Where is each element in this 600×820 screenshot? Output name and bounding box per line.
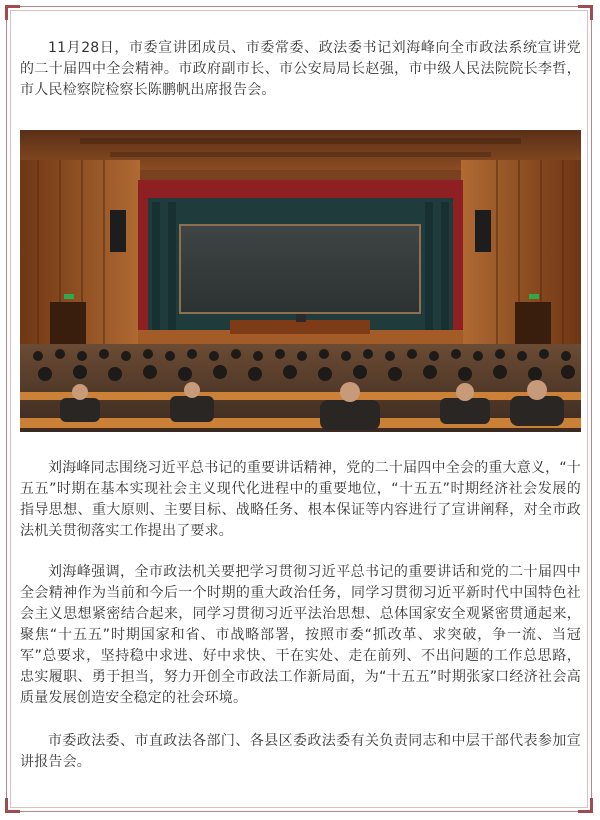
frame-corner-ornament xyxy=(578,5,593,20)
article-paragraph-closing: 市委政法委、市直政法各部门、各县区委政法委有关负责同志和中层干部代表参加宣讲报告会。 xyxy=(20,733,581,770)
article-paragraph: 刘海峰强调，全市政法机关要把学习贯彻习近平总书记的重要讲话和党的二十届四中全会精神作为当前和今后一个时期的重大政治任务，同学习贯彻习近平新时代中国特色社会主义思想紧密结合起来，同学习贯彻习近平法治思想、总体国家安全观紧密贯通起来，聚焦“十五五”时期国家和省、市战略部署，按照市委“抓改革、求突破，争一流、当冠军”总要求，坚持稳中求进、好中求快、干在实处、走在前列、不出问题的工作总思路，忠实履职、勇于担当，努力开创全市政法工作新局面，为“十五五”时期张家口经济社会高质量发展创造安全稳定的社会环境。 xyxy=(20,564,581,706)
article-paragraph: 刘海峰同志围绕习近平总书记的重要讲话精神，党的二十届四中全会的重大意义，“十五五”时期在基本实现社会主义现代化进程中的重要地位，“十五五”时期经济社会发展的指导思想、重大原则、主要目标、战略任务、根本保证等内容进行了宣讲阐释，对全市政法机关贯彻落实工作提出了要求。 xyxy=(20,460,581,539)
conference-hall-photo xyxy=(20,130,581,432)
frame-corner-ornament xyxy=(578,798,593,813)
frame-corner-ornament xyxy=(5,5,20,20)
frame-corner-ornament xyxy=(5,798,20,813)
article-paragraph-lead: 11月28日，市委宣讲团成员、市委常委、政法委书记刘海峰向全市政法系统宣讲党的二十届四中全会精神。市政府副市长、市公安局局长赵强，市中级人民法院院长李哲，市人民检察院检察长陈鹏帆出席报告会。 xyxy=(20,40,581,98)
